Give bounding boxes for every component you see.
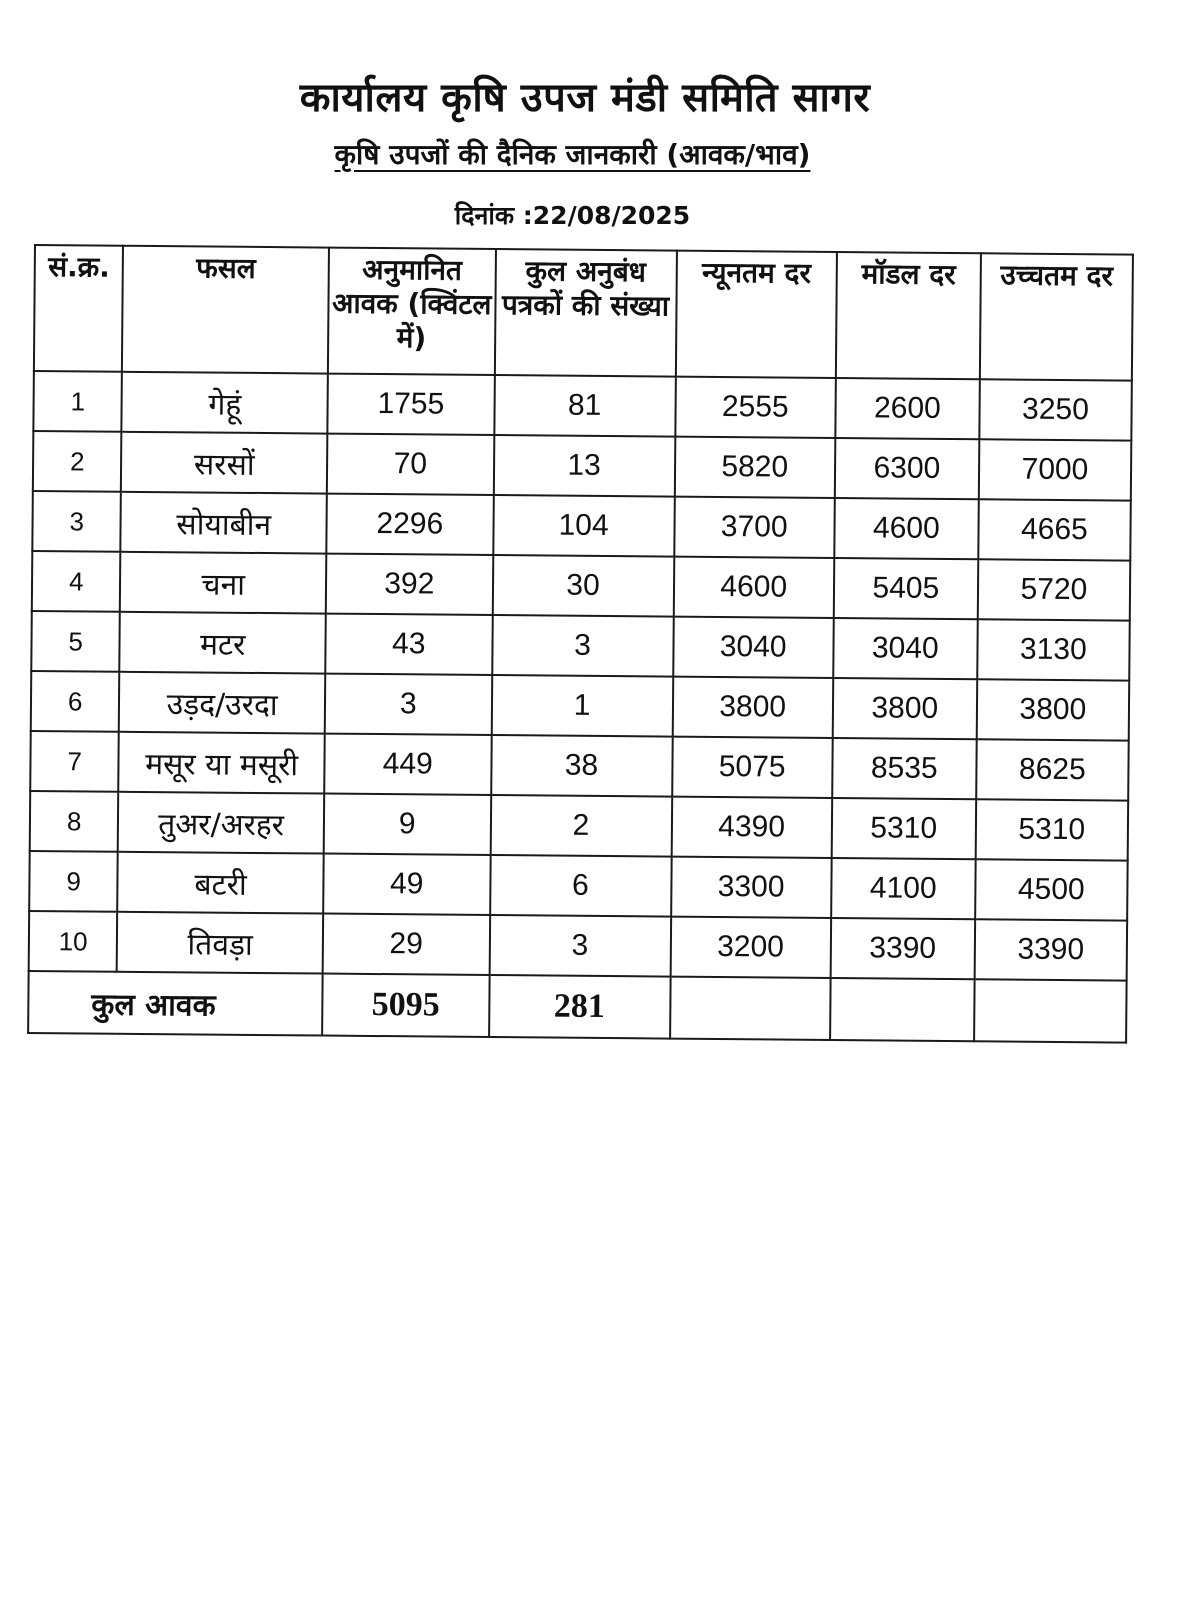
report-date: दिनांक :22/08/2025	[454, 201, 691, 230]
cell-max-rate: 3130	[977, 619, 1130, 680]
cell-contracts: 2	[490, 795, 671, 857]
table-header-row	[34, 245, 1133, 381]
table-row	[33, 371, 1131, 441]
cell-modal-rate: 3800	[833, 678, 977, 739]
cell-modal-rate: 2600	[835, 378, 979, 439]
cell-min-rate: 5075	[672, 737, 833, 798]
cell-modal-rate: 5310	[832, 798, 976, 859]
col-header-modal-rate: मॉडल दर	[836, 252, 981, 379]
cell-contracts: 1	[491, 675, 672, 737]
cell-crop: गेहूं	[122, 372, 328, 434]
cell-contracts: 13	[493, 435, 674, 497]
cell-min-rate: 4600	[673, 557, 834, 618]
cell-min-rate: 5820	[674, 437, 835, 498]
cell-min-rate: 2555	[675, 377, 836, 438]
cell-arrival: 2296	[326, 494, 493, 555]
cell-max-rate: 4500	[975, 859, 1128, 920]
report-subtitle: कृषि उपजों की दैनिक जानकारी (आवक/भाव)	[334, 138, 811, 171]
office-title: कार्यालय कृषि उपज मंडी समिति सागर	[299, 75, 871, 121]
cell-serial: 2	[33, 431, 122, 492]
cell-arrival: 3	[325, 674, 492, 735]
cell-max-rate: 5720	[978, 559, 1131, 620]
col-header-max-rate: उच्चतम दर	[980, 253, 1133, 380]
cell-max-rate: 3250	[979, 379, 1132, 440]
cell-arrival: 49	[323, 854, 490, 915]
table-row	[31, 611, 1129, 681]
cell-contracts: 3	[489, 915, 670, 977]
cell-serial: 8	[30, 791, 119, 852]
cell-crop: मटर	[120, 612, 326, 674]
table-row	[30, 791, 1128, 861]
cell-serial: 5	[31, 611, 120, 672]
total-empty-cell	[974, 979, 1127, 1042]
total-empty-cell	[670, 977, 831, 1040]
cell-min-rate: 3200	[670, 917, 831, 978]
cell-serial: 6	[31, 671, 120, 732]
cell-arrival: 449	[324, 734, 491, 795]
col-header-estimated-arrival: अनुमानित आवक (क्विंटल में)	[328, 248, 496, 375]
cell-serial: 10	[29, 911, 118, 972]
cell-crop: चना	[120, 552, 326, 614]
cell-serial: 7	[30, 731, 119, 792]
col-header-contract-count: कुल अनुबंध पत्रकों की संख्या	[494, 249, 676, 377]
cell-crop: सोयाबीन	[121, 492, 327, 554]
cell-modal-rate: 3390	[831, 918, 975, 979]
cell-modal-rate: 6300	[835, 438, 979, 499]
cell-max-rate: 5310	[975, 799, 1128, 860]
total-empty-cell	[830, 978, 974, 1041]
cell-contracts: 3	[492, 615, 673, 677]
cell-modal-rate: 5405	[834, 558, 978, 619]
cell-contracts: 30	[492, 555, 673, 617]
cell-serial: 9	[29, 851, 118, 912]
cell-arrival: 392	[326, 554, 493, 615]
cell-max-rate: 3800	[977, 679, 1130, 740]
cell-arrival: 1755	[327, 374, 494, 435]
cell-crop: सरसों	[121, 432, 327, 494]
cell-contracts: 38	[491, 735, 672, 797]
total-row	[28, 971, 1126, 1043]
cell-modal-rate: 4600	[834, 498, 978, 559]
total-arrival: 5095	[322, 974, 489, 1037]
cell-modal-rate: 4100	[831, 858, 975, 919]
cell-min-rate: 3800	[672, 677, 833, 738]
col-header-min-rate: न्यूनतम दर	[675, 251, 836, 378]
cell-contracts: 81	[494, 375, 675, 437]
cell-crop: तुअर/अरहर	[118, 792, 324, 854]
cell-max-rate: 8625	[976, 739, 1129, 800]
cell-min-rate: 3300	[671, 857, 832, 918]
cell-crop: तिवड़ा	[117, 912, 323, 974]
table-row	[32, 551, 1130, 621]
table-row	[32, 491, 1130, 561]
cell-contracts: 6	[490, 855, 671, 917]
cell-crop: बटरी	[118, 852, 324, 914]
table-row	[33, 431, 1131, 501]
cell-serial: 3	[32, 491, 121, 552]
cell-contracts: 104	[493, 495, 674, 557]
mandi-rates-table	[27, 244, 1134, 1044]
cell-arrival: 29	[323, 914, 490, 975]
col-header-crop: फसल	[122, 246, 329, 374]
table-row	[29, 851, 1127, 921]
table-row	[30, 731, 1128, 801]
cell-modal-rate: 8535	[832, 738, 976, 799]
cell-arrival: 9	[324, 794, 491, 855]
cell-modal-rate: 3040	[833, 618, 977, 679]
total-contracts: 281	[489, 975, 670, 1039]
cell-min-rate: 4390	[671, 797, 832, 858]
table-row	[29, 911, 1127, 981]
table-row	[31, 671, 1129, 741]
cell-serial: 1	[33, 371, 122, 432]
cell-arrival: 70	[327, 434, 494, 495]
cell-min-rate: 3040	[673, 617, 834, 678]
cell-max-rate: 7000	[979, 439, 1132, 500]
col-header-serial: सं.क्र.	[34, 245, 124, 372]
cell-max-rate: 4665	[978, 499, 1131, 560]
cell-min-rate: 3700	[674, 497, 835, 558]
cell-crop: उड़द/उरदा	[119, 672, 325, 734]
cell-max-rate: 3390	[974, 919, 1127, 980]
cell-crop: मसूर या मसूरी	[119, 732, 325, 794]
cell-serial: 4	[32, 551, 121, 612]
cell-arrival: 43	[325, 614, 492, 675]
total-label: कुल आवक	[28, 971, 323, 1036]
